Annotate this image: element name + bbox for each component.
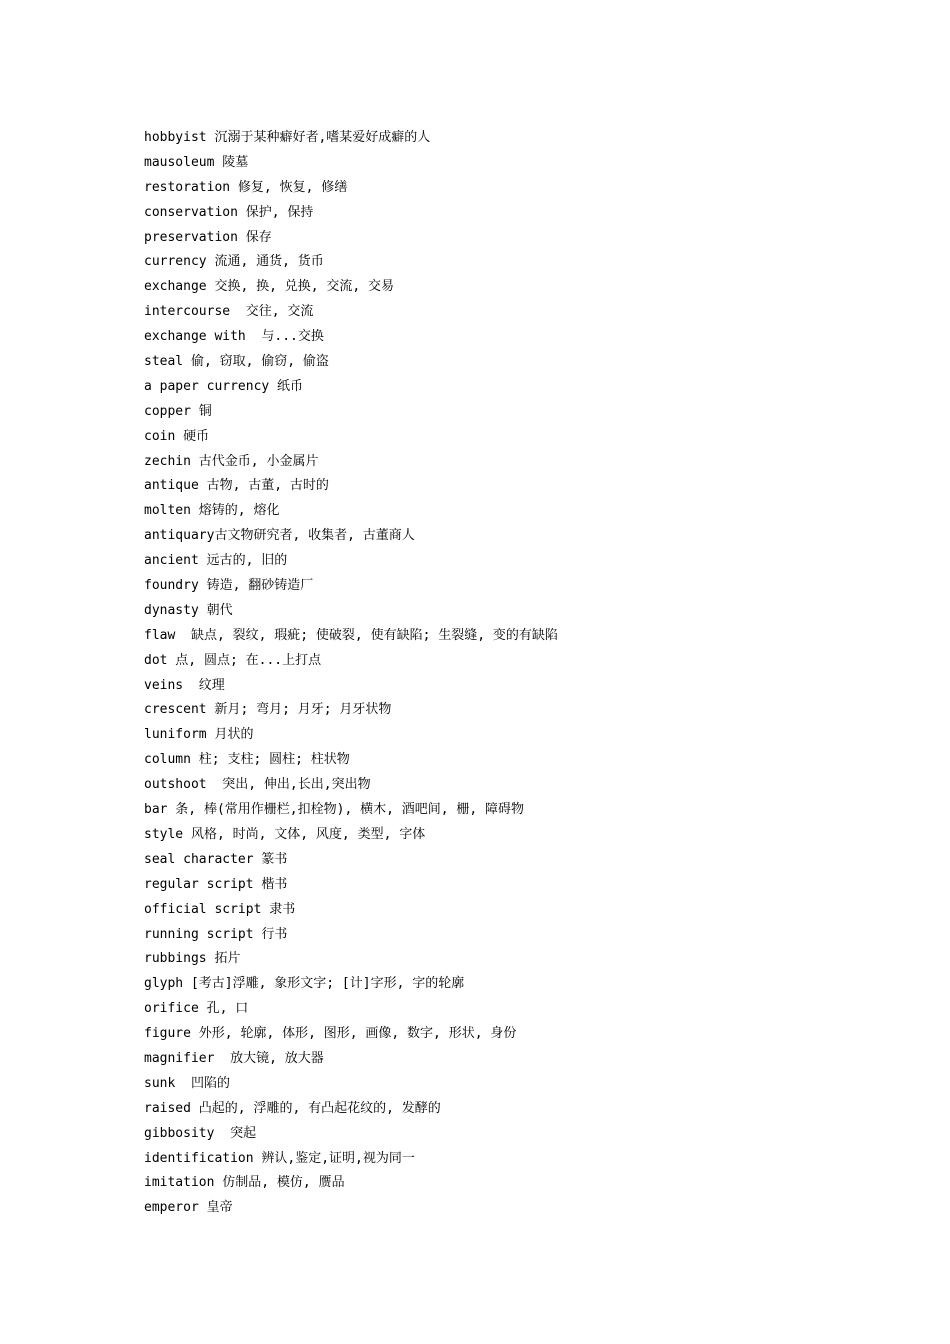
vocabulary-entry: style 风格, 时尚, 文体, 风度, 类型, 字体 [144, 826, 426, 842]
vocabulary-entry: glyph [考古]浮雕, 象形文字; [计]字形, 字的轮廓 [144, 976, 465, 992]
vocabulary-entry: exchange with 与...交换 [144, 329, 324, 345]
vocabulary-entry: a paper currency 纸币 [144, 378, 304, 394]
vocabulary-entry: zechin 古代金币, 小金属片 [144, 453, 319, 469]
vocabulary-entry: copper 铜 [144, 403, 212, 419]
vocabulary-entry: dot 点, 圆点; 在...上打点 [144, 652, 322, 668]
vocabulary-entry: official script 隶书 [144, 901, 296, 917]
vocabulary-entry: figure 外形, 轮廓, 体形, 图形, 画像, 数字, 形状, 身份 [144, 1026, 517, 1042]
vocabulary-entry: veins 纹理 [144, 677, 225, 693]
vocabulary-entry: magnifier 放大镜, 放大器 [144, 1050, 324, 1066]
vocabulary-entry: restoration 修复, 恢复, 修缮 [144, 179, 348, 195]
vocabulary-entry: seal character 篆书 [144, 851, 288, 867]
vocabulary-entry: gibbosity 突起 [144, 1125, 257, 1141]
vocabulary-entry: currency 流通, 通货, 货币 [144, 254, 324, 270]
vocabulary-entry: imitation 仿制品, 模仿, 赝品 [144, 1175, 345, 1191]
vocabulary-entry: foundry 铸造, 翻砂铸造厂 [144, 578, 314, 594]
vocabulary-list [144, 126, 904, 1221]
vocabulary-entry: intercourse 交往, 交流 [144, 304, 314, 320]
vocabulary-entry: molten 熔铸的, 熔化 [144, 503, 280, 519]
vocabulary-entry: coin 硬币 [144, 428, 210, 444]
vocabulary-entry: dynasty 朝代 [144, 602, 233, 618]
vocabulary-entry: outshoot 突出, 伸出,长出,突出物 [144, 777, 371, 793]
vocabulary-entry: steal 偷, 窃取, 偷窃, 偷盗 [144, 354, 329, 370]
vocabulary-entry: antiquary古文物研究者, 收集者, 古董商人 [144, 528, 415, 544]
vocabulary-entry: antique 古物, 古董, 古时的 [144, 478, 329, 494]
vocabulary-entry: column 柱; 支柱; 圆柱; 柱状物 [144, 752, 350, 768]
vocabulary-entry: orifice 孔, 口 [144, 1001, 249, 1017]
vocabulary-entry: sunk 凹陷的 [144, 1075, 230, 1091]
vocabulary-entry: emperor 皇帝 [144, 1200, 233, 1216]
vocabulary-entry: bar 条, 棒(常用作栅栏,扣栓物), 横木, 酒吧间, 栅, 障碍物 [144, 802, 525, 818]
vocabulary-entry: flaw 缺点, 裂纹, 瑕疵; 使破裂, 使有缺陷; 生裂缝, 变的有缺陷 [144, 627, 558, 643]
vocabulary-entry: hobbyist 沉溺于某种癖好者,嗜某爱好成癖的人 [144, 130, 431, 145]
vocabulary-entry: identification 辨认,鉴定,证明,视为同一 [144, 1150, 415, 1166]
vocabulary-entry: exchange 交换, 换, 兑换, 交流, 交易 [144, 279, 395, 295]
vocabulary-entry: crescent 新月; 弯月; 月牙; 月牙状物 [144, 702, 392, 718]
vocabulary-entry: rubbings 拓片 [144, 951, 241, 967]
vocabulary-entry: running script 行书 [144, 926, 288, 942]
vocabulary-entry: regular script 楷书 [144, 876, 288, 892]
vocabulary-entry: raised 凸起的, 浮雕的, 有凸起花纹的, 发酵的 [144, 1100, 441, 1116]
vocabulary-entry: mausoleum 陵墓 [144, 154, 249, 170]
vocabulary-entry: luniform 月状的 [144, 727, 254, 743]
vocabulary-entry: ancient 远古的, 旧的 [144, 553, 288, 569]
vocabulary-entry: conservation 保护, 保持 [144, 204, 314, 220]
vocabulary-entry: preservation 保存 [144, 229, 272, 245]
